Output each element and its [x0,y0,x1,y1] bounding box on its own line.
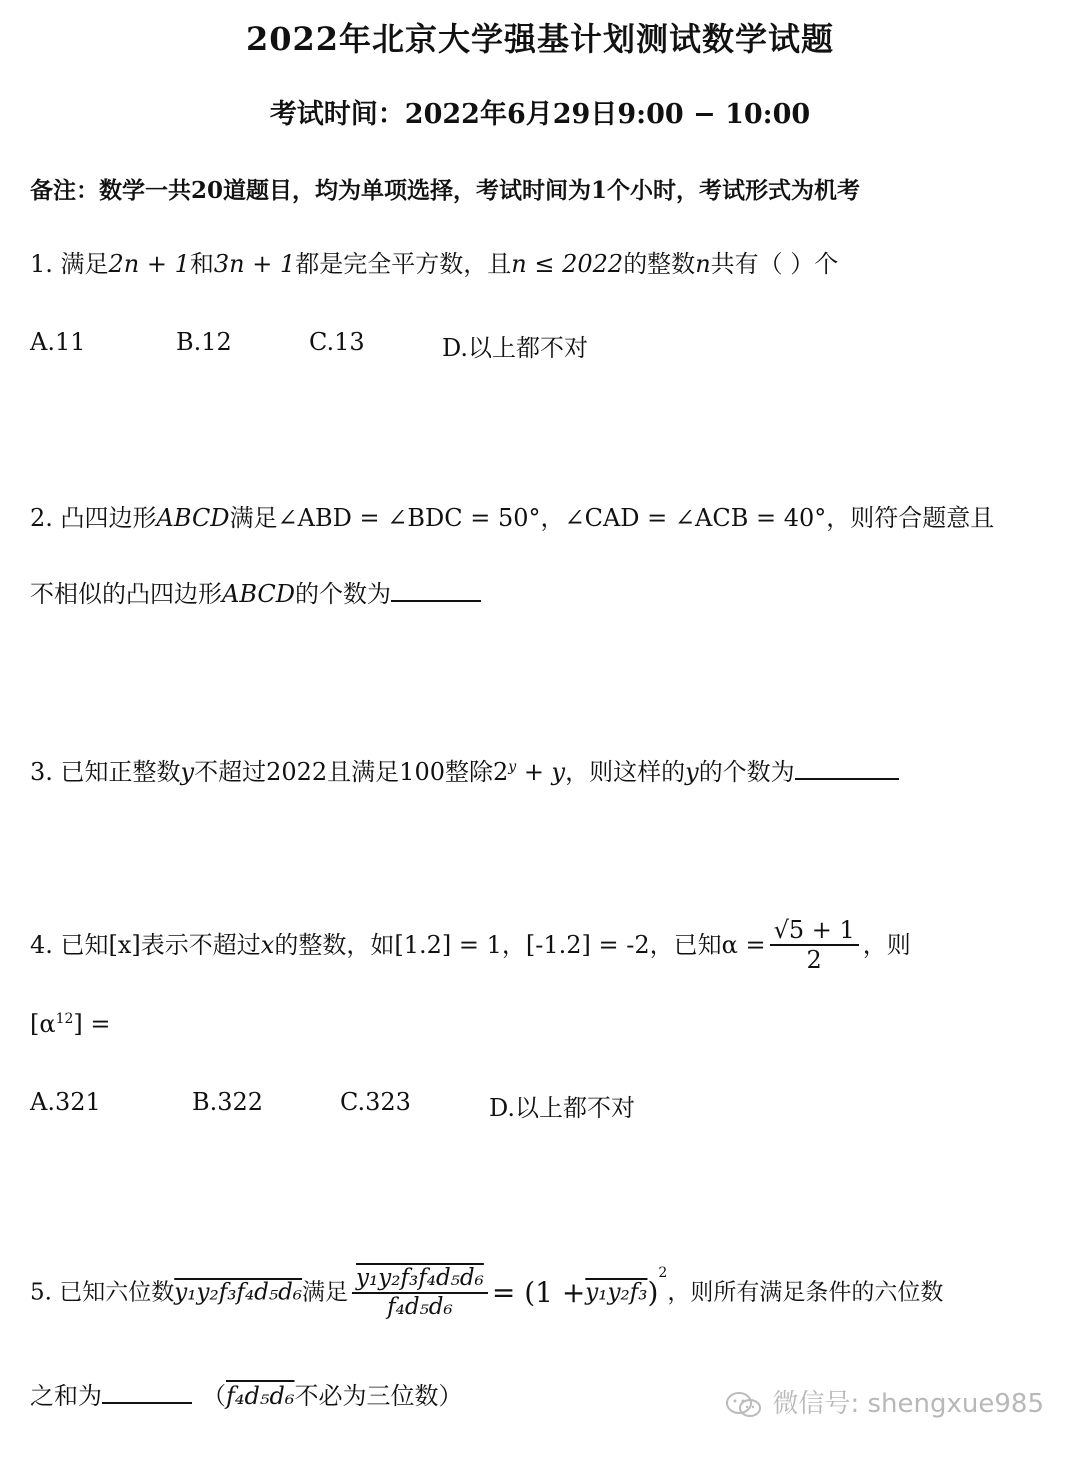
q2-abcd: ABCD [156,504,230,532]
q3-answer-blank [795,777,899,780]
q4-exponent: 12 [55,1011,74,1027]
question-4-line-2 [30,1012,111,1036]
q5-three-digit-2: f₄d₅d₆ [226,1382,295,1410]
q1-option-a: A.11 [30,328,86,356]
q1-expr-3: n ≤ 2022 [511,250,624,278]
q5-paren-open: （ [202,1382,226,1410]
question-2-line-1 [30,506,994,530]
q3-var-y: y [180,758,195,786]
q4-numerator: √5 + 1 [770,918,859,946]
q3-plus-y: + y [516,758,566,786]
q3-var-y-2: y [685,758,699,786]
q3-text-3: 的个数为 [698,758,795,786]
q5-equals: = (1 + [491,1276,586,1309]
q1-suffix: 共有（ ）个 [710,250,839,278]
q4-option-d: D.以上都不对 [489,1094,636,1122]
q5-three-digit: y₁y₂f₃ [585,1279,648,1306]
question-2-line-2 [30,582,481,606]
question-3 [30,760,899,784]
q1-option-d: D.以上都不对 [442,334,589,362]
q2-line2-suffix: 的个数为 [295,580,392,608]
q1-text-1: 和 [189,250,214,278]
q3-text-2: ，则这样的 [565,758,686,786]
q5-suffix: ，则所有满足条件的六位数 [667,1279,944,1306]
q4-option-a: A.321 [30,1088,101,1116]
question-4-line-1 [30,918,911,972]
question-1 [30,252,838,276]
q4-denominator: 2 [806,946,822,974]
q5-fraction [352,1267,488,1319]
q4-line2: [α [30,1010,56,1038]
q2-abcd-2: ABCD [222,580,296,608]
q1-prefix: 1. 满足 [30,250,109,278]
page-title: 2022年北京大学强基计划测试数学试题 [245,20,835,58]
q5-square: 2 [658,1265,668,1281]
q4-option-c: C.323 [340,1088,411,1116]
q1-option-b: B.12 [176,328,232,356]
q4-var-x: x [260,931,275,959]
q4-fraction [770,918,859,972]
q1-text-3: 的整数 [623,250,696,278]
q4-suffix: ，则 [862,931,911,959]
q1-expr-4: n [695,250,711,278]
q5-numerator: y₁y₂f₃f₄d₅d₆ [356,1265,484,1291]
q5-six-digit: y₁y₂f₃f₄d₅d₆ [174,1279,303,1306]
q5-denominator: f₄d₅d₆ [387,1294,453,1320]
q5-text: 满足 [302,1279,349,1306]
exam-time: 考试时间：2022年6月29日9:00 − 10:00 [269,99,811,130]
q1-expr-1: 2n + 1 [108,250,190,278]
q1-option-c: C.13 [309,328,365,356]
wechat-watermark [724,1383,1044,1420]
q4-text: 的整数，如[1.2] = 1，[-1.2] = -2，已知α = [274,931,766,959]
q4-option-b: B.322 [192,1088,264,1116]
q3-prefix: 3. 已知正整数 [30,758,181,786]
q1-expr-2: 3n + 1 [213,250,296,278]
q2-line2-prefix: 不相似的凸四边形 [30,580,222,608]
question-5-line-2 [30,1384,462,1408]
q3-base: 2 [492,758,509,786]
wechat-icon [724,1391,764,1419]
q2-prefix: 2. 凸四边形 [30,504,157,532]
q4-line2-end: ] = [73,1010,111,1038]
q5-paren-text: 不必为三位数） [294,1382,463,1410]
q2-answer-blank [391,599,481,602]
q1-text-2: 都是完全平方数，且 [295,250,512,278]
q5-close-paren: ) [647,1276,659,1309]
q2-condition: 满足∠ABD = ∠BDC = 50°，∠CAD = ∠ACB = 40°，则符合题意且 [229,504,995,532]
question-5-line-1 [30,1266,943,1319]
q4-prefix: 4. 已知[x]表示不超过 [30,931,261,959]
q3-text-1: 不超过2022且满足100整除 [194,758,493,786]
q5-answer-blank [102,1401,192,1404]
q5-prefix: 5. 已知六位数 [30,1279,175,1306]
q5-line2-prefix: 之和为 [30,1382,102,1410]
q3-exponent: y [508,759,517,775]
exam-note: 备注：数学一共20道题目，均为单项选择，考试时间为1个小时，考试形式为机考 [30,177,861,204]
watermark-text: 微信号: shengxue985 [772,1389,1044,1419]
